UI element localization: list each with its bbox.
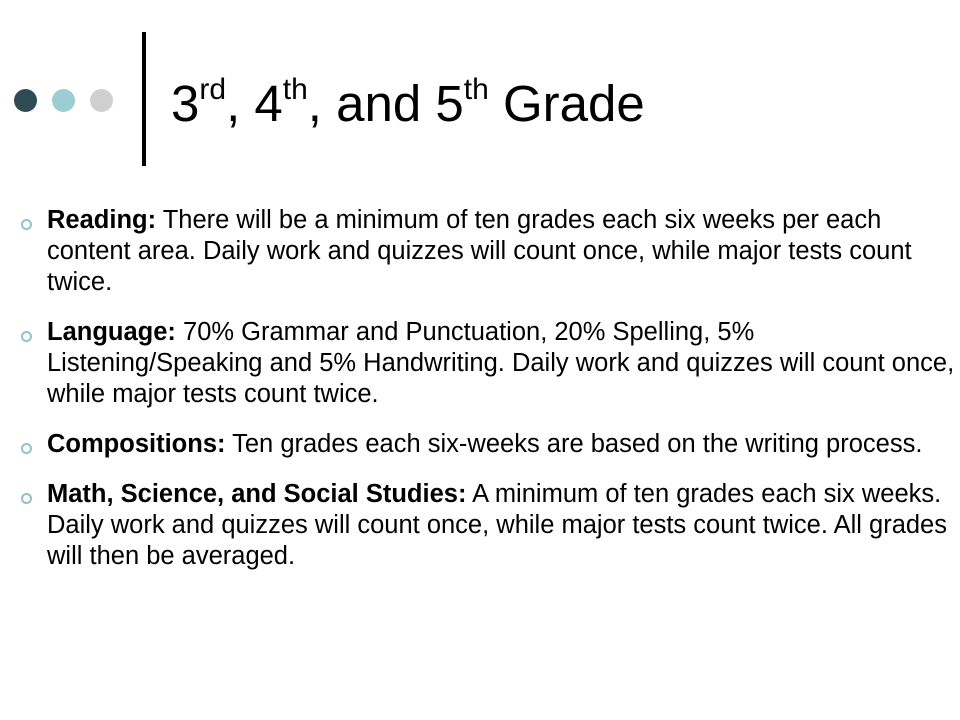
- title-divider: [142, 32, 146, 166]
- bullet-ring-icon: [21, 443, 32, 454]
- bullet-reading: [20, 205, 955, 298]
- bullet-language: [20, 317, 955, 410]
- light-teal-dot-icon: [52, 89, 75, 112]
- dark-teal-dot-icon: [14, 89, 37, 112]
- decorative-dots: [14, 88, 128, 112]
- bullet-ring-icon: [21, 331, 32, 342]
- bullet-heading: Language:: [47, 318, 176, 346]
- bullet-ring-icon: [21, 219, 32, 230]
- bullet-compositions: [20, 429, 955, 460]
- title-superscript-1: rd: [199, 73, 227, 106]
- bullet-text: Ten grades each six-weeks are based on the writing process.: [225, 430, 923, 458]
- bullet-text: 70% Grammar and Punctuation, 20% Spelling, 5% Listening/Speaking and 5% Handwriting. Daily work and quizzes will count once, while major tests count twice.: [47, 318, 955, 408]
- gray-dot-icon: [90, 89, 113, 112]
- bullet-ring-icon: [21, 493, 32, 504]
- slide-title: [171, 66, 645, 150]
- bullet-math-science-social-studies: [20, 479, 955, 572]
- bullet-list: [20, 205, 955, 591]
- title-superscript-3: th: [463, 73, 489, 106]
- bullet-text: A minimum of ten grades each six weeks. Daily work and quizzes will count once, while major tests count twice. All grades will then be averaged.: [47, 480, 947, 570]
- bullet-heading: Compositions:: [47, 430, 226, 458]
- title-part-4: Grade: [488, 75, 645, 132]
- bullet-heading: Reading:: [47, 206, 157, 234]
- title-part-3: , and 5: [307, 75, 464, 132]
- bullet-text: There will be a minimum of ten grades each six weeks per each content area. Daily work and quizzes will count once, while major tests count twice.: [47, 206, 912, 296]
- bullet-heading: Math, Science, and Social Studies:: [47, 480, 467, 508]
- title-superscript-2: th: [282, 73, 308, 106]
- title-part-1: 3: [171, 75, 200, 132]
- title-part-2: , 4: [226, 75, 283, 132]
